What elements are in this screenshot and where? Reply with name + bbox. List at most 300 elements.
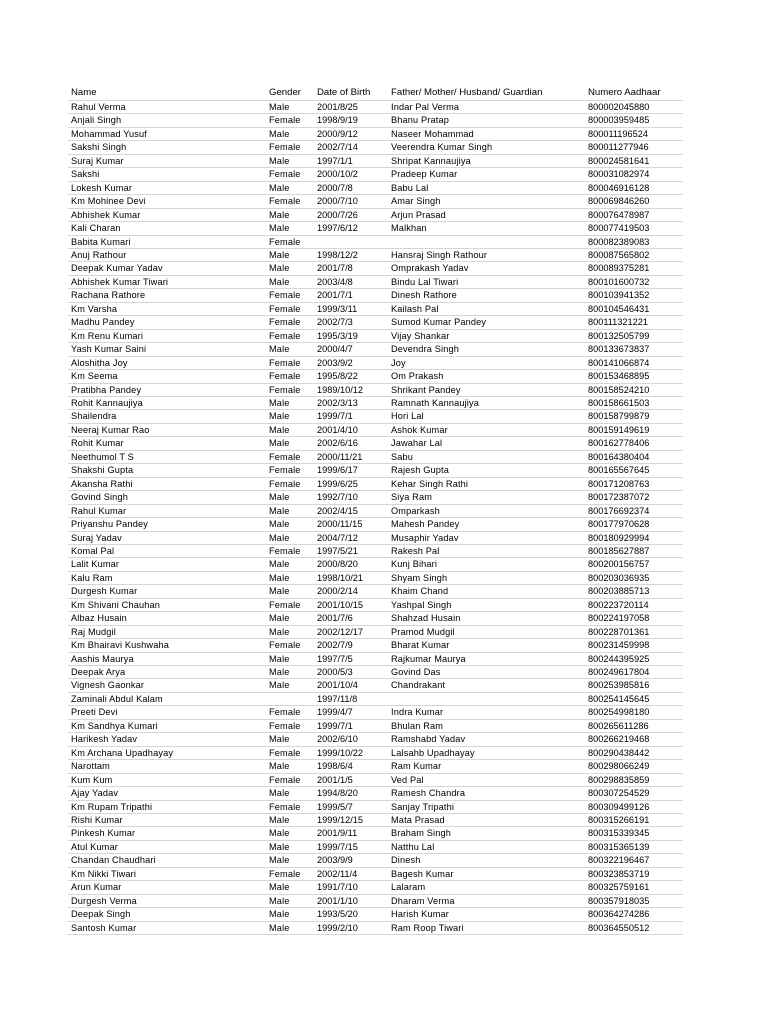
aadhaar-cell: 800153468895	[585, 370, 683, 383]
table-row	[68, 585, 683, 598]
name-cell: Km Bhairavi Kushwaha	[68, 639, 266, 652]
dob-cell: 1997/7/5	[314, 652, 388, 665]
dob-cell: 2003/9/2	[314, 356, 388, 369]
table-row	[68, 504, 683, 517]
name-cell: Deepak Singh	[68, 908, 266, 921]
guardian-cell: Vijay Shankar	[388, 329, 585, 342]
dob-cell: 2002/4/15	[314, 504, 388, 517]
guardian-cell: Mahesh Pandey	[388, 518, 585, 531]
aadhaar-cell: 800357918035	[585, 894, 683, 907]
name-cell: Rohit Kannaujiya	[68, 396, 266, 409]
dob-cell: 2002/7/14	[314, 141, 388, 154]
aadhaar-cell: 800203036935	[585, 571, 683, 584]
aadhaar-cell: 800082389083	[585, 235, 683, 248]
aadhaar-cell: 800104546431	[585, 302, 683, 315]
name-cell: Yash Kumar Saini	[68, 343, 266, 356]
name-cell: Harikesh Yadav	[68, 733, 266, 746]
dob-cell: 2003/9/9	[314, 854, 388, 867]
guardian-cell: Kehar Singh Rathi	[388, 477, 585, 490]
guardian-cell	[388, 692, 585, 705]
dob-cell: 1999/7/15	[314, 840, 388, 853]
aadhaar-cell: 800172387072	[585, 491, 683, 504]
table-row	[68, 356, 683, 369]
guardian-cell: Devendra Singh	[388, 343, 585, 356]
gender-cell: Male	[266, 208, 314, 221]
name-cell: Kali Charan	[68, 222, 266, 235]
gender-cell: Female	[266, 195, 314, 208]
column-header-date-of-birth: Date of Birth	[314, 86, 388, 101]
guardian-cell: Malkhan	[388, 222, 585, 235]
guardian-cell: Sanjay Tripathi	[388, 800, 585, 813]
table-row	[68, 840, 683, 853]
guardian-cell: Hori Lal	[388, 410, 585, 423]
dob-cell: 2001/4/10	[314, 423, 388, 436]
gender-cell: Female	[266, 773, 314, 786]
aadhaar-cell: 800254145645	[585, 692, 683, 705]
name-cell: Km Sandhya Kumari	[68, 719, 266, 732]
aadhaar-cell: 800200156757	[585, 558, 683, 571]
table-row	[68, 518, 683, 531]
aadhaar-cell: 800164380404	[585, 450, 683, 463]
name-cell: Deepak Kumar Yadav	[68, 262, 266, 275]
aadhaar-cell: 800254998180	[585, 706, 683, 719]
spreadsheet-sheet	[68, 86, 683, 935]
guardian-cell: Yashpal Singh	[388, 598, 585, 611]
gender-cell: Male	[266, 410, 314, 423]
table-row	[68, 235, 683, 248]
gender-cell: Male	[266, 571, 314, 584]
guardian-cell: Omprakash Yadav	[388, 262, 585, 275]
guardian-cell: Govind Das	[388, 666, 585, 679]
gender-cell: Male	[266, 679, 314, 692]
gender-cell: Female	[266, 356, 314, 369]
name-cell: Kum Kum	[68, 773, 266, 786]
name-cell: Km Nikki Tiwari	[68, 867, 266, 880]
gender-cell: Female	[266, 235, 314, 248]
gender-cell: Male	[266, 558, 314, 571]
guardian-cell: Shyam Singh	[388, 571, 585, 584]
gender-cell: Male	[266, 127, 314, 140]
aadhaar-cell: 800249617804	[585, 666, 683, 679]
header-row	[68, 86, 683, 101]
table-row	[68, 894, 683, 907]
table-row	[68, 101, 683, 114]
gender-cell: Female	[266, 329, 314, 342]
name-cell: Pinkesh Kumar	[68, 827, 266, 840]
dob-cell: 1998/9/19	[314, 114, 388, 127]
dob-cell: 1992/7/10	[314, 491, 388, 504]
gender-cell: Male	[266, 504, 314, 517]
gender-cell: Male	[266, 437, 314, 450]
guardian-cell: Pramod Mudgil	[388, 625, 585, 638]
gender-cell	[266, 692, 314, 705]
table-row	[68, 571, 683, 584]
dob-cell: 2000/7/10	[314, 195, 388, 208]
guardian-cell: Indra Kumar	[388, 706, 585, 719]
name-cell: Atul Kumar	[68, 840, 266, 853]
gender-cell: Male	[266, 343, 314, 356]
aadhaar-cell: 800223720114	[585, 598, 683, 611]
gender-cell: Female	[266, 302, 314, 315]
dob-cell: 1999/6/17	[314, 464, 388, 477]
aadhaar-cell: 800165567645	[585, 464, 683, 477]
guardian-cell: Om Prakash	[388, 370, 585, 383]
aadhaar-cell: 800087565802	[585, 248, 683, 261]
table-row	[68, 141, 683, 154]
dob-cell: 2000/5/3	[314, 666, 388, 679]
name-cell: Sakshi Singh	[68, 141, 266, 154]
aadhaar-cell: 800325759161	[585, 881, 683, 894]
guardian-cell: Arjun Prasad	[388, 208, 585, 221]
name-cell: Kalu Ram	[68, 571, 266, 584]
gender-cell: Female	[266, 706, 314, 719]
aadhaar-cell: 800228701361	[585, 625, 683, 638]
name-cell: Sakshi	[68, 168, 266, 181]
dob-cell: 2000/9/12	[314, 127, 388, 140]
table-row	[68, 491, 683, 504]
aadhaar-cell: 800133673837	[585, 343, 683, 356]
name-cell: Lalit Kumar	[68, 558, 266, 571]
aadhaar-cell: 800077419503	[585, 222, 683, 235]
dob-cell: 1997/6/12	[314, 222, 388, 235]
guardian-cell: Bharat Kumar	[388, 639, 585, 652]
name-cell: Vignesh Gaonkar	[68, 679, 266, 692]
aadhaar-cell: 800141066874	[585, 356, 683, 369]
dob-cell: 1994/8/20	[314, 787, 388, 800]
aadhaar-cell: 800315339345	[585, 827, 683, 840]
aadhaar-cell: 800158661503	[585, 396, 683, 409]
guardian-cell: Indar Pal Verma	[388, 101, 585, 114]
name-cell: Chandan Chaudhari	[68, 854, 266, 867]
guardian-cell: Ram Kumar	[388, 760, 585, 773]
name-cell: Km Shivani Chauhan	[68, 598, 266, 611]
table-row	[68, 706, 683, 719]
name-cell: Lokesh Kumar	[68, 181, 266, 194]
table-row	[68, 854, 683, 867]
table-row	[68, 733, 683, 746]
guardian-cell: Khaim Chand	[388, 585, 585, 598]
name-cell: Pratibha Pandey	[68, 383, 266, 396]
name-cell: Arun Kumar	[68, 881, 266, 894]
aadhaar-cell: 800177970628	[585, 518, 683, 531]
dob-cell: 1999/6/25	[314, 477, 388, 490]
aadhaar-cell: 800180929994	[585, 531, 683, 544]
table-row	[68, 612, 683, 625]
guardian-cell: Bindu Lal Tiwari	[388, 275, 585, 288]
gender-cell: Female	[266, 719, 314, 732]
table-row	[68, 719, 683, 732]
table-row	[68, 275, 683, 288]
dob-cell: 2000/11/21	[314, 450, 388, 463]
dob-cell: 1999/10/22	[314, 746, 388, 759]
dob-cell: 2001/8/25	[314, 101, 388, 114]
guardian-cell: Musaphir Yadav	[388, 531, 585, 544]
aadhaar-cell: 800101600732	[585, 275, 683, 288]
gender-cell: Female	[266, 114, 314, 127]
guardian-cell: Chandrakant	[388, 679, 585, 692]
name-cell: Abhishek Kumar	[68, 208, 266, 221]
table-row	[68, 639, 683, 652]
table-row	[68, 248, 683, 261]
aadhaar-cell: 800231459998	[585, 639, 683, 652]
table-row	[68, 396, 683, 409]
name-cell: Abhishek Kumar Tiwari	[68, 275, 266, 288]
aadhaar-cell: 800185627887	[585, 544, 683, 557]
aadhaar-cell: 800162778406	[585, 437, 683, 450]
table-row	[68, 814, 683, 827]
table-row	[68, 652, 683, 665]
guardian-cell: Ashok Kumar	[388, 423, 585, 436]
gender-cell: Male	[266, 423, 314, 436]
aadhaar-cell: 800046916128	[585, 181, 683, 194]
guardian-cell: Amar Singh	[388, 195, 585, 208]
name-cell: Durgesh Verma	[68, 894, 266, 907]
name-cell: Anuj Rathour	[68, 248, 266, 261]
dob-cell	[314, 235, 388, 248]
gender-cell: Male	[266, 827, 314, 840]
dob-cell: 2001/1/5	[314, 773, 388, 786]
gender-cell: Male	[266, 491, 314, 504]
table-body	[68, 101, 683, 935]
gender-cell: Female	[266, 544, 314, 557]
aadhaar-cell: 800176692374	[585, 504, 683, 517]
name-cell: Komal Pal	[68, 544, 266, 557]
table-row	[68, 625, 683, 638]
gender-cell: Female	[266, 800, 314, 813]
name-cell: Rachana Rathore	[68, 289, 266, 302]
dob-cell: 2002/7/9	[314, 639, 388, 652]
aadhaar-cell: 800290438442	[585, 746, 683, 759]
dob-cell: 1998/12/2	[314, 248, 388, 261]
table-row	[68, 558, 683, 571]
dob-cell: 2002/3/13	[314, 396, 388, 409]
guardian-cell: Naseer Mohammad	[388, 127, 585, 140]
name-cell: Rahul Kumar	[68, 504, 266, 517]
name-cell: Aashis Maurya	[68, 652, 266, 665]
name-cell: Neeraj Kumar Rao	[68, 423, 266, 436]
gender-cell: Female	[266, 370, 314, 383]
name-cell: Rishi Kumar	[68, 814, 266, 827]
table-row	[68, 787, 683, 800]
name-cell: Rahul Verma	[68, 101, 266, 114]
table-row	[68, 154, 683, 167]
aadhaar-cell: 800298066249	[585, 760, 683, 773]
aadhaar-records-table	[68, 86, 683, 935]
guardian-cell: Harish Kumar	[388, 908, 585, 921]
dob-cell: 1999/7/1	[314, 410, 388, 423]
guardian-cell: Ramshabd Yadav	[388, 733, 585, 746]
aadhaar-cell: 800103941352	[585, 289, 683, 302]
table-row	[68, 262, 683, 275]
guardian-cell: Rajesh Gupta	[388, 464, 585, 477]
table-row	[68, 921, 683, 934]
aadhaar-cell: 800158799879	[585, 410, 683, 423]
guardian-cell: Babu Lal	[388, 181, 585, 194]
guardian-cell: Dinesh Rathore	[388, 289, 585, 302]
guardian-cell: Lalsahb Upadhayay	[388, 746, 585, 759]
gender-cell: Male	[266, 666, 314, 679]
guardian-cell: Natthu Lal	[388, 840, 585, 853]
table-row	[68, 881, 683, 894]
table-row	[68, 544, 683, 557]
name-cell: Km Seema	[68, 370, 266, 383]
gender-cell: Female	[266, 464, 314, 477]
name-cell: Madhu Pandey	[68, 316, 266, 329]
table-row	[68, 343, 683, 356]
name-cell: Suraj Yadav	[68, 531, 266, 544]
name-cell: Shakshi Gupta	[68, 464, 266, 477]
gender-cell: Male	[266, 262, 314, 275]
aadhaar-cell: 800003959485	[585, 114, 683, 127]
name-cell: Durgesh Kumar	[68, 585, 266, 598]
gender-cell: Male	[266, 585, 314, 598]
table-row	[68, 114, 683, 127]
gender-cell: Male	[266, 881, 314, 894]
gender-cell: Male	[266, 787, 314, 800]
aadhaar-cell: 800265611286	[585, 719, 683, 732]
table-row	[68, 746, 683, 759]
gender-cell: Male	[266, 531, 314, 544]
table-row	[68, 289, 683, 302]
aadhaar-cell: 800159149619	[585, 423, 683, 436]
table-row	[68, 598, 683, 611]
name-cell: Km Mohinee Devi	[68, 195, 266, 208]
name-cell: Km Varsha	[68, 302, 266, 315]
gender-cell: Male	[266, 518, 314, 531]
dob-cell: 2002/11/4	[314, 867, 388, 880]
dob-cell: 1995/8/22	[314, 370, 388, 383]
aadhaar-cell: 800011196524	[585, 127, 683, 140]
gender-cell: Female	[266, 168, 314, 181]
gender-cell: Female	[266, 598, 314, 611]
gender-cell: Female	[266, 316, 314, 329]
aadhaar-cell: 800364550512	[585, 921, 683, 934]
gender-cell: Female	[266, 289, 314, 302]
table-row	[68, 181, 683, 194]
dob-cell: 1991/7/10	[314, 881, 388, 894]
table-row	[68, 208, 683, 221]
guardian-cell: Lalaram	[388, 881, 585, 894]
aadhaar-cell: 800203885713	[585, 585, 683, 598]
aadhaar-cell: 800244395925	[585, 652, 683, 665]
aadhaar-cell: 800069846260	[585, 195, 683, 208]
name-cell: Rohit Kumar	[68, 437, 266, 450]
dob-cell: 1999/4/7	[314, 706, 388, 719]
gender-cell: Male	[266, 612, 314, 625]
name-cell: Suraj Kumar	[68, 154, 266, 167]
dob-cell: 1999/5/7	[314, 800, 388, 813]
table-row	[68, 679, 683, 692]
column-header-aadhaar: Numero Aadhaar	[585, 86, 683, 101]
name-cell: Neethumol T S	[68, 450, 266, 463]
name-cell: Albaz Husain	[68, 612, 266, 625]
name-cell: Raj Mudgil	[68, 625, 266, 638]
gender-cell: Female	[266, 639, 314, 652]
guardian-cell: Pradeep Kumar	[388, 168, 585, 181]
aadhaar-cell: 800266219468	[585, 733, 683, 746]
dob-cell: 1999/2/10	[314, 921, 388, 934]
column-header-gender: Gender	[266, 86, 314, 101]
aadhaar-cell: 800364274286	[585, 908, 683, 921]
column-header-name: Name	[68, 86, 266, 101]
guardian-cell: Shripat Kannaujiya	[388, 154, 585, 167]
guardian-cell: Rajkumar Maurya	[388, 652, 585, 665]
guardian-cell: Ved Pal	[388, 773, 585, 786]
guardian-cell: Kunj Bihari	[388, 558, 585, 571]
dob-cell: 2001/7/6	[314, 612, 388, 625]
gender-cell: Female	[266, 477, 314, 490]
gender-cell: Male	[266, 814, 314, 827]
guardian-cell: Ramesh Chandra	[388, 787, 585, 800]
table-row	[68, 168, 683, 181]
table-row	[68, 464, 683, 477]
gender-cell: Male	[266, 652, 314, 665]
gender-cell: Female	[266, 450, 314, 463]
name-cell: Babita Kumari	[68, 235, 266, 248]
guardian-cell: Bhulan Ram	[388, 719, 585, 732]
name-cell: Aloshitha Joy	[68, 356, 266, 369]
guardian-cell: Joy	[388, 356, 585, 369]
dob-cell: 1997/11/8	[314, 692, 388, 705]
dob-cell: 1999/3/11	[314, 302, 388, 315]
dob-cell: 2000/10/2	[314, 168, 388, 181]
name-cell: Anjali Singh	[68, 114, 266, 127]
dob-cell: 2000/4/7	[314, 343, 388, 356]
table-row	[68, 316, 683, 329]
table-row	[68, 195, 683, 208]
dob-cell: 1993/5/20	[314, 908, 388, 921]
aadhaar-cell: 800309499126	[585, 800, 683, 813]
gender-cell: Female	[266, 383, 314, 396]
dob-cell: 1998/10/21	[314, 571, 388, 584]
table-row	[68, 329, 683, 342]
name-cell: Narottam	[68, 760, 266, 773]
column-header-guardian: Father/ Mother/ Husband/ Guardian	[388, 86, 585, 101]
table-row	[68, 423, 683, 436]
gender-cell: Male	[266, 396, 314, 409]
aadhaar-cell: 800322196467	[585, 854, 683, 867]
gender-cell: Male	[266, 181, 314, 194]
dob-cell: 1997/5/21	[314, 544, 388, 557]
table-row	[68, 477, 683, 490]
gender-cell: Female	[266, 746, 314, 759]
table-row	[68, 692, 683, 705]
name-cell: Mohammad Yusuf	[68, 127, 266, 140]
gender-cell: Male	[266, 908, 314, 921]
aadhaar-cell: 800132505799	[585, 329, 683, 342]
table-row	[68, 827, 683, 840]
dob-cell: 2001/9/11	[314, 827, 388, 840]
gender-cell: Male	[266, 854, 314, 867]
name-cell: Santosh Kumar	[68, 921, 266, 934]
aadhaar-cell: 800089375281	[585, 262, 683, 275]
dob-cell: 1989/10/12	[314, 383, 388, 396]
table-row	[68, 908, 683, 921]
aadhaar-cell: 800253985816	[585, 679, 683, 692]
dob-cell: 1995/3/19	[314, 329, 388, 342]
table-row	[68, 773, 683, 786]
guardian-cell: Jawahar Lal	[388, 437, 585, 450]
dob-cell: 2004/7/12	[314, 531, 388, 544]
aadhaar-cell: 800323853719	[585, 867, 683, 880]
gender-cell: Male	[266, 733, 314, 746]
name-cell: Ajay Yadav	[68, 787, 266, 800]
gender-cell: Male	[266, 921, 314, 934]
dob-cell: 2003/4/8	[314, 275, 388, 288]
name-cell: Govind Singh	[68, 491, 266, 504]
dob-cell: 2000/7/8	[314, 181, 388, 194]
table-row	[68, 370, 683, 383]
